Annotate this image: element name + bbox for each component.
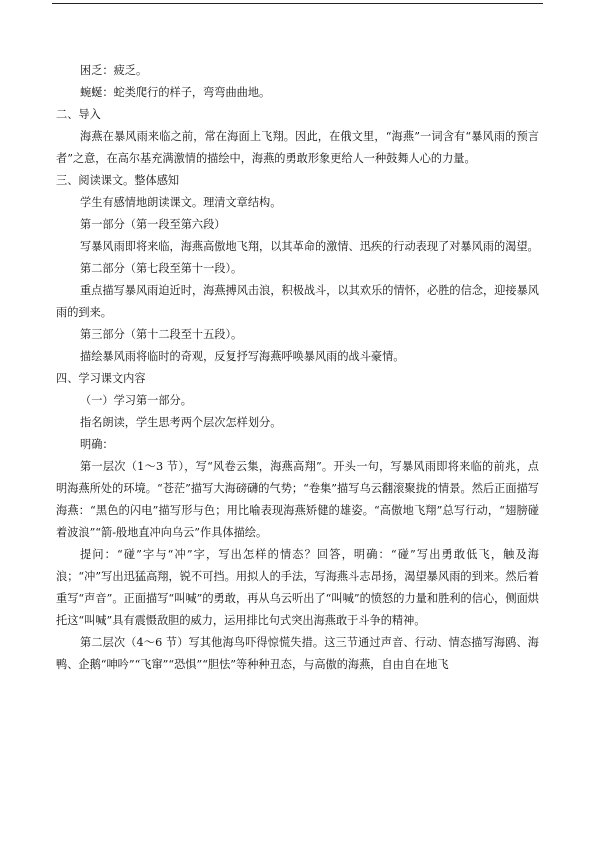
- layer-2-paragraph: 第二层次（4～6 节）写其他海鸟吓得惊慌失措。这三节通过声音、行动、情态描写海鸥、海鸭、企鹅“呻吟”“飞窜”“恐惧”“胆怯”等种种丑态，与高傲的海燕，自由自在地飞: [56, 636, 539, 671]
- intro-paragraph: 海燕在暴风雨来临之前，常在海面上飞翔。因此，在俄文里，“海燕”一词含有“暴风雨的预言者”之意，在高尔基充满激情的描绘中，海燕的勇敢形象更给人一种鼓舞人心的力量。: [56, 130, 539, 165]
- reading-task: 指名朗读，学生思考两个层次怎样划分。: [80, 416, 282, 429]
- part-1-desc: 写暴风雨即将来临，海燕高傲地飞翔，以其革命的激情、迅疾的行动表现了对暴风雨的渴望。: [80, 240, 539, 253]
- note-wanyan: 蜿蜒：蛇类爬行的样子，弯弯曲曲地。: [80, 86, 271, 99]
- note-kunfa: 困乏：疲乏。: [80, 64, 148, 77]
- part-3-desc: 描绘暴风雨将临时的奇观，反复抒写海燕呼唤暴风雨的战斗豪情。: [80, 350, 405, 363]
- clarify-label: 明确：: [80, 438, 114, 451]
- part-1-title: 第一部分（第一段至第六段）: [80, 218, 226, 231]
- section-4-heading: 四、学习课文内容: [56, 372, 146, 385]
- top-rule: [52, 3, 543, 4]
- layer-1-paragraph: 第一层次（1～3 节），写“风卷云集，海燕高翔”。开头一句，写暴风雨即将来临的前兆，点明海燕所处的环境。“苍茫”描写大海磅礴的气势；“卷集”描写乌云翻滚聚拢的情景。然后正面描写海燕：“黑色的闪电”描写形与色；用比喻表现海燕矫健的雄姿。“高傲地飞翔”总写行动，“翅膀碰着波浪”“箭-般地直冲向乌云”作具体描绘。: [56, 460, 539, 539]
- subsection-1-heading: （一）学习第一部分。: [80, 394, 192, 407]
- reading-instruction: 学生有感情地朗读课文。理清文章结构。: [80, 196, 282, 209]
- part-3-title: 第三部分（第十二段至十五段）。: [80, 328, 243, 341]
- part-2-title: 第二部分（第七段至第十一段）。: [80, 262, 243, 275]
- document-body: [56, 60, 539, 676]
- part-2-desc: 重点描写暴风雨迫近时，海燕搏风击浪，积极战斗，以其欢乐的情怀，必胜的信念，迎接暴风雨的到来。: [56, 284, 539, 319]
- question-paragraph: 提问：“碰”字与“冲”字，写出怎样的情态？回答，明确：“碰”写出勇敢低飞，触及海浪；“冲”写出迅猛高翔，锐不可挡。用拟人的手法，写海燕斗志昂扬，渴望暴风雨的到来。然后着重写“声音”。正面描写“叫喊”的勇敢，再从乌云听出了“叫喊”的愤怒的力量和胜利的信心，侧面烘托这“叫喊”具有震慑敌胆的威力，运用排比句式突出海燕敢于斗争的精神。: [56, 548, 539, 627]
- section-3-heading: 三、阅读课文。整体感知: [56, 174, 180, 187]
- section-2-heading: 二、导入: [56, 108, 101, 121]
